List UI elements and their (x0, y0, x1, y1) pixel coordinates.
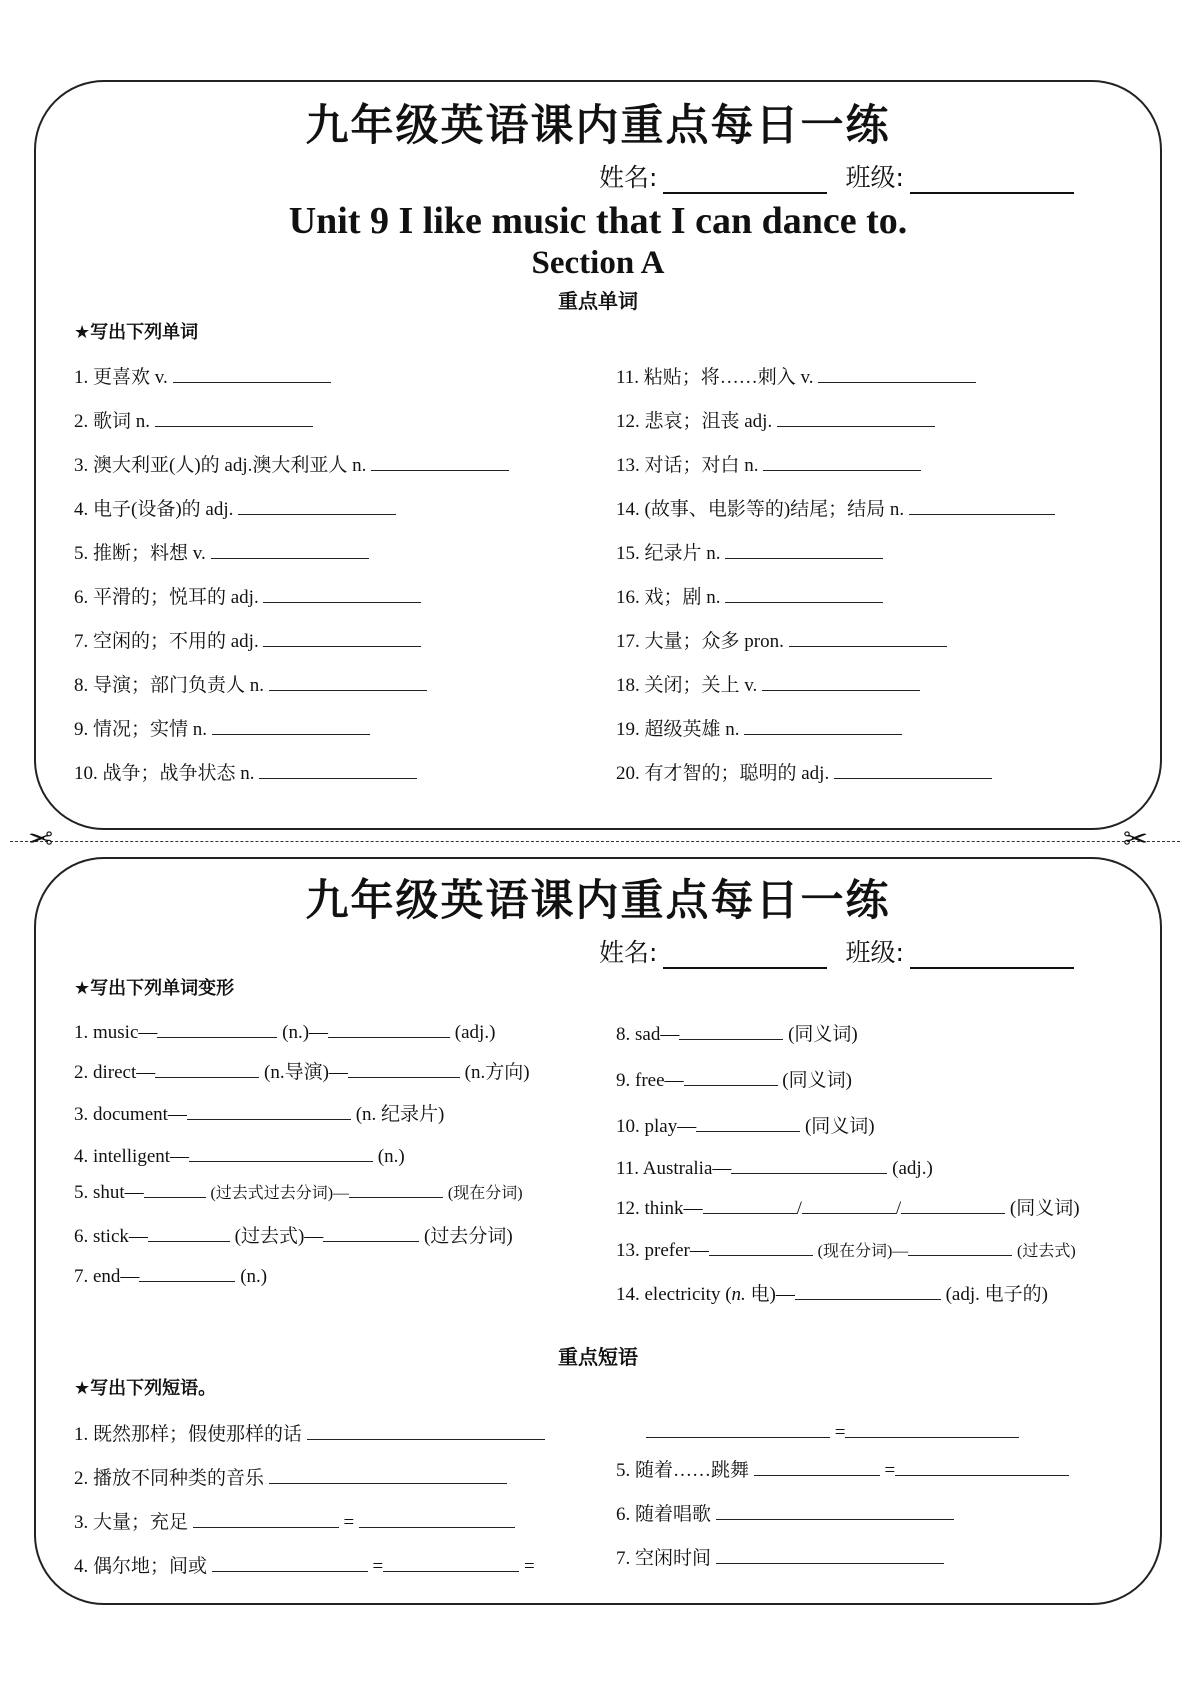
form-item: 9. free— (同义词) (616, 1065, 852, 1092)
answer-blank[interactable] (696, 1113, 800, 1132)
phrase-item: 7. 空闲时间 (616, 1543, 944, 1570)
scissors-icon: ✂ (1123, 822, 1149, 857)
phrase-item: 5. 随着……跳舞 = (616, 1455, 1069, 1482)
answer-blank[interactable] (139, 1263, 235, 1282)
answer-blank[interactable] (763, 452, 921, 471)
vocab-item: 1. 更喜欢 v. (74, 362, 331, 389)
answer-blank[interactable] (716, 1501, 954, 1520)
answer-blank[interactable] (193, 1509, 339, 1528)
answer-blank[interactable] (845, 1419, 1019, 1438)
class-blank[interactable] (910, 166, 1074, 194)
vocab-item: 17. 大量；众多 pron. (616, 626, 947, 653)
vocab-item: 6. 平滑的；悦耳的 adj. (74, 582, 421, 609)
form-item: 5. shut— (过去式过去分词)— (现在分词) (74, 1179, 523, 1204)
vocab-item: 16. 戏；剧 n. (616, 582, 883, 609)
answer-blank[interactable] (684, 1067, 778, 1086)
phrase-item: 2. 播放不同种类的音乐 (74, 1463, 507, 1490)
phrase-item: 3. 大量；充足 = (74, 1507, 515, 1534)
answer-blank[interactable] (212, 716, 370, 735)
phrase-continuation: = (646, 1419, 1019, 1444)
cut-line (10, 841, 1180, 842)
answer-blank[interactable] (709, 1237, 813, 1256)
worksheet-title: 九年级英语课内重点每日一练 (305, 876, 891, 926)
answer-blank[interactable] (789, 628, 947, 647)
vocab-item: 15. 纪录片 n. (616, 538, 883, 565)
form-item: 6. stick— (过去式)— (过去分词) (74, 1221, 513, 1248)
answer-blank[interactable] (818, 364, 976, 383)
answer-blank[interactable] (908, 1237, 1012, 1256)
answer-blank[interactable] (323, 1223, 419, 1242)
class-label: 班级: (845, 163, 904, 192)
answer-blank[interactable] (187, 1101, 351, 1120)
answer-blank[interactable] (328, 1019, 450, 1038)
form-item: 13. prefer— (现在分词)— (过去式) (616, 1237, 1076, 1262)
answer-blank[interactable] (895, 1457, 1069, 1476)
answer-blank[interactable] (716, 1545, 944, 1564)
vocab-item: 8. 导演；部门负责人 n. (74, 670, 427, 697)
class-blank[interactable] (910, 941, 1074, 969)
answer-blank[interactable] (155, 1059, 259, 1078)
phrases-subtitle: 重点短语 (558, 1345, 638, 1369)
answer-blank[interactable] (744, 716, 902, 735)
form-item: 14. electricity (n. 电)— (adj. 电子的) (616, 1279, 1048, 1306)
phrases-instruction: ★写出下列短语。 (74, 1378, 217, 1399)
phrase-item: 4. 偶尔地；间或 = = (74, 1551, 535, 1578)
answer-blank[interactable] (679, 1021, 783, 1040)
answer-blank[interactable] (909, 496, 1055, 515)
form-item: 1. music— (n.)— (adj.) (74, 1019, 495, 1044)
answer-blank[interactable] (703, 1195, 797, 1214)
answer-blank[interactable] (212, 1553, 368, 1572)
answer-blank[interactable] (383, 1553, 519, 1572)
phrase-item: 6. 随着唱歌 (616, 1499, 954, 1526)
answer-blank[interactable] (157, 1019, 277, 1038)
vocab-item: 14. (故事、电影等的)结尾；结局 n. (616, 494, 1055, 521)
vocab-item: 13. 对话；对白 n. (616, 450, 921, 477)
answer-blank[interactable] (731, 1155, 887, 1174)
unit-title: Unit 9 I like music that I can dance to. (288, 200, 908, 242)
name-blank[interactable] (663, 166, 827, 194)
answer-blank[interactable] (263, 628, 421, 647)
vocab-item: 2. 歌词 n. (74, 406, 313, 433)
answer-blank[interactable] (238, 496, 396, 515)
answer-blank[interactable] (189, 1143, 373, 1162)
vocab-item: 20. 有才智的；聪明的 adj. (616, 758, 992, 785)
answer-blank[interactable] (802, 1195, 896, 1214)
worksheet-card-2 (34, 857, 1162, 1605)
form-item: 7. end— (n.) (74, 1263, 267, 1288)
vocab-item: 3. 澳大利亚(人)的 adj.澳大利亚人 n. (74, 450, 509, 477)
vocab-item: 7. 空闲的；不用的 adj. (74, 626, 421, 653)
name-label: 姓名: (599, 163, 658, 192)
vocab-subtitle: 重点单词 (558, 289, 638, 313)
answer-blank[interactable] (269, 1465, 507, 1484)
phrase-item: 1. 既然那样；假使那样的话 (74, 1419, 545, 1446)
answer-blank[interactable] (263, 584, 421, 603)
form-item: 12. think— / / (同义词) (616, 1193, 1080, 1220)
answer-blank[interactable] (307, 1421, 545, 1440)
answer-blank[interactable] (795, 1281, 941, 1300)
vocab-item: 11. 粘贴；将……刺入 v. (616, 362, 976, 389)
vocab-instruction: ★写出下列单词 (74, 322, 199, 343)
vocab-item: 9. 情况；实情 n. (74, 714, 370, 741)
class-label: 班级: (845, 938, 904, 967)
vocab-item: 5. 推断；料想 v. (74, 538, 369, 565)
vocab-item: 10. 战争；战争状态 n. (74, 758, 417, 785)
answer-blank[interactable] (155, 408, 313, 427)
form-item: 8. sad— (同义词) (616, 1019, 858, 1046)
answer-blank[interactable] (211, 540, 369, 559)
answer-blank[interactable] (371, 452, 509, 471)
form-item: 10. play— (同义词) (616, 1111, 875, 1138)
answer-blank[interactable] (148, 1223, 230, 1242)
answer-blank[interactable] (762, 672, 920, 691)
vocab-item: 19. 超级英雄 n. (616, 714, 902, 741)
answer-blank[interactable] (725, 540, 883, 559)
answer-blank[interactable] (646, 1419, 830, 1438)
answer-blank[interactable] (269, 672, 427, 691)
vocab-item: 12. 悲哀；沮丧 adj. (616, 406, 935, 433)
name-blank[interactable] (663, 941, 827, 969)
form-item: 3. document— (n. 纪录片) (74, 1099, 444, 1126)
scissors-icon: ✂ (28, 822, 54, 857)
answer-blank[interactable] (359, 1509, 515, 1528)
worksheet-card-1 (34, 80, 1162, 830)
answer-blank[interactable] (144, 1179, 206, 1198)
answer-blank[interactable] (754, 1457, 880, 1476)
answer-blank[interactable] (348, 1059, 460, 1078)
answer-blank[interactable] (259, 760, 417, 779)
answer-blank[interactable] (834, 760, 992, 779)
section-title: Section A (531, 245, 665, 281)
name-class-row (599, 933, 1074, 969)
name-class-row (599, 158, 1074, 194)
answer-blank[interactable] (901, 1195, 1005, 1214)
answer-blank[interactable] (725, 584, 883, 603)
vocab-item: 4. 电子(设备)的 adj. (74, 494, 396, 521)
name-label: 姓名: (599, 938, 658, 967)
worksheet-title: 九年级英语课内重点每日一练 (305, 101, 891, 151)
forms-instruction: ★写出下列单词变形 (74, 978, 235, 999)
answer-blank[interactable] (349, 1179, 443, 1198)
form-item: 11. Australia— (adj.) (616, 1155, 933, 1180)
form-item: 4. intelligent— (n.) (74, 1143, 405, 1168)
form-item: 2. direct— (n.导演)— (n.方向) (74, 1057, 530, 1084)
answer-blank[interactable] (777, 408, 935, 427)
vocab-item: 18. 关闭；关上 v. (616, 670, 920, 697)
answer-blank[interactable] (173, 364, 331, 383)
